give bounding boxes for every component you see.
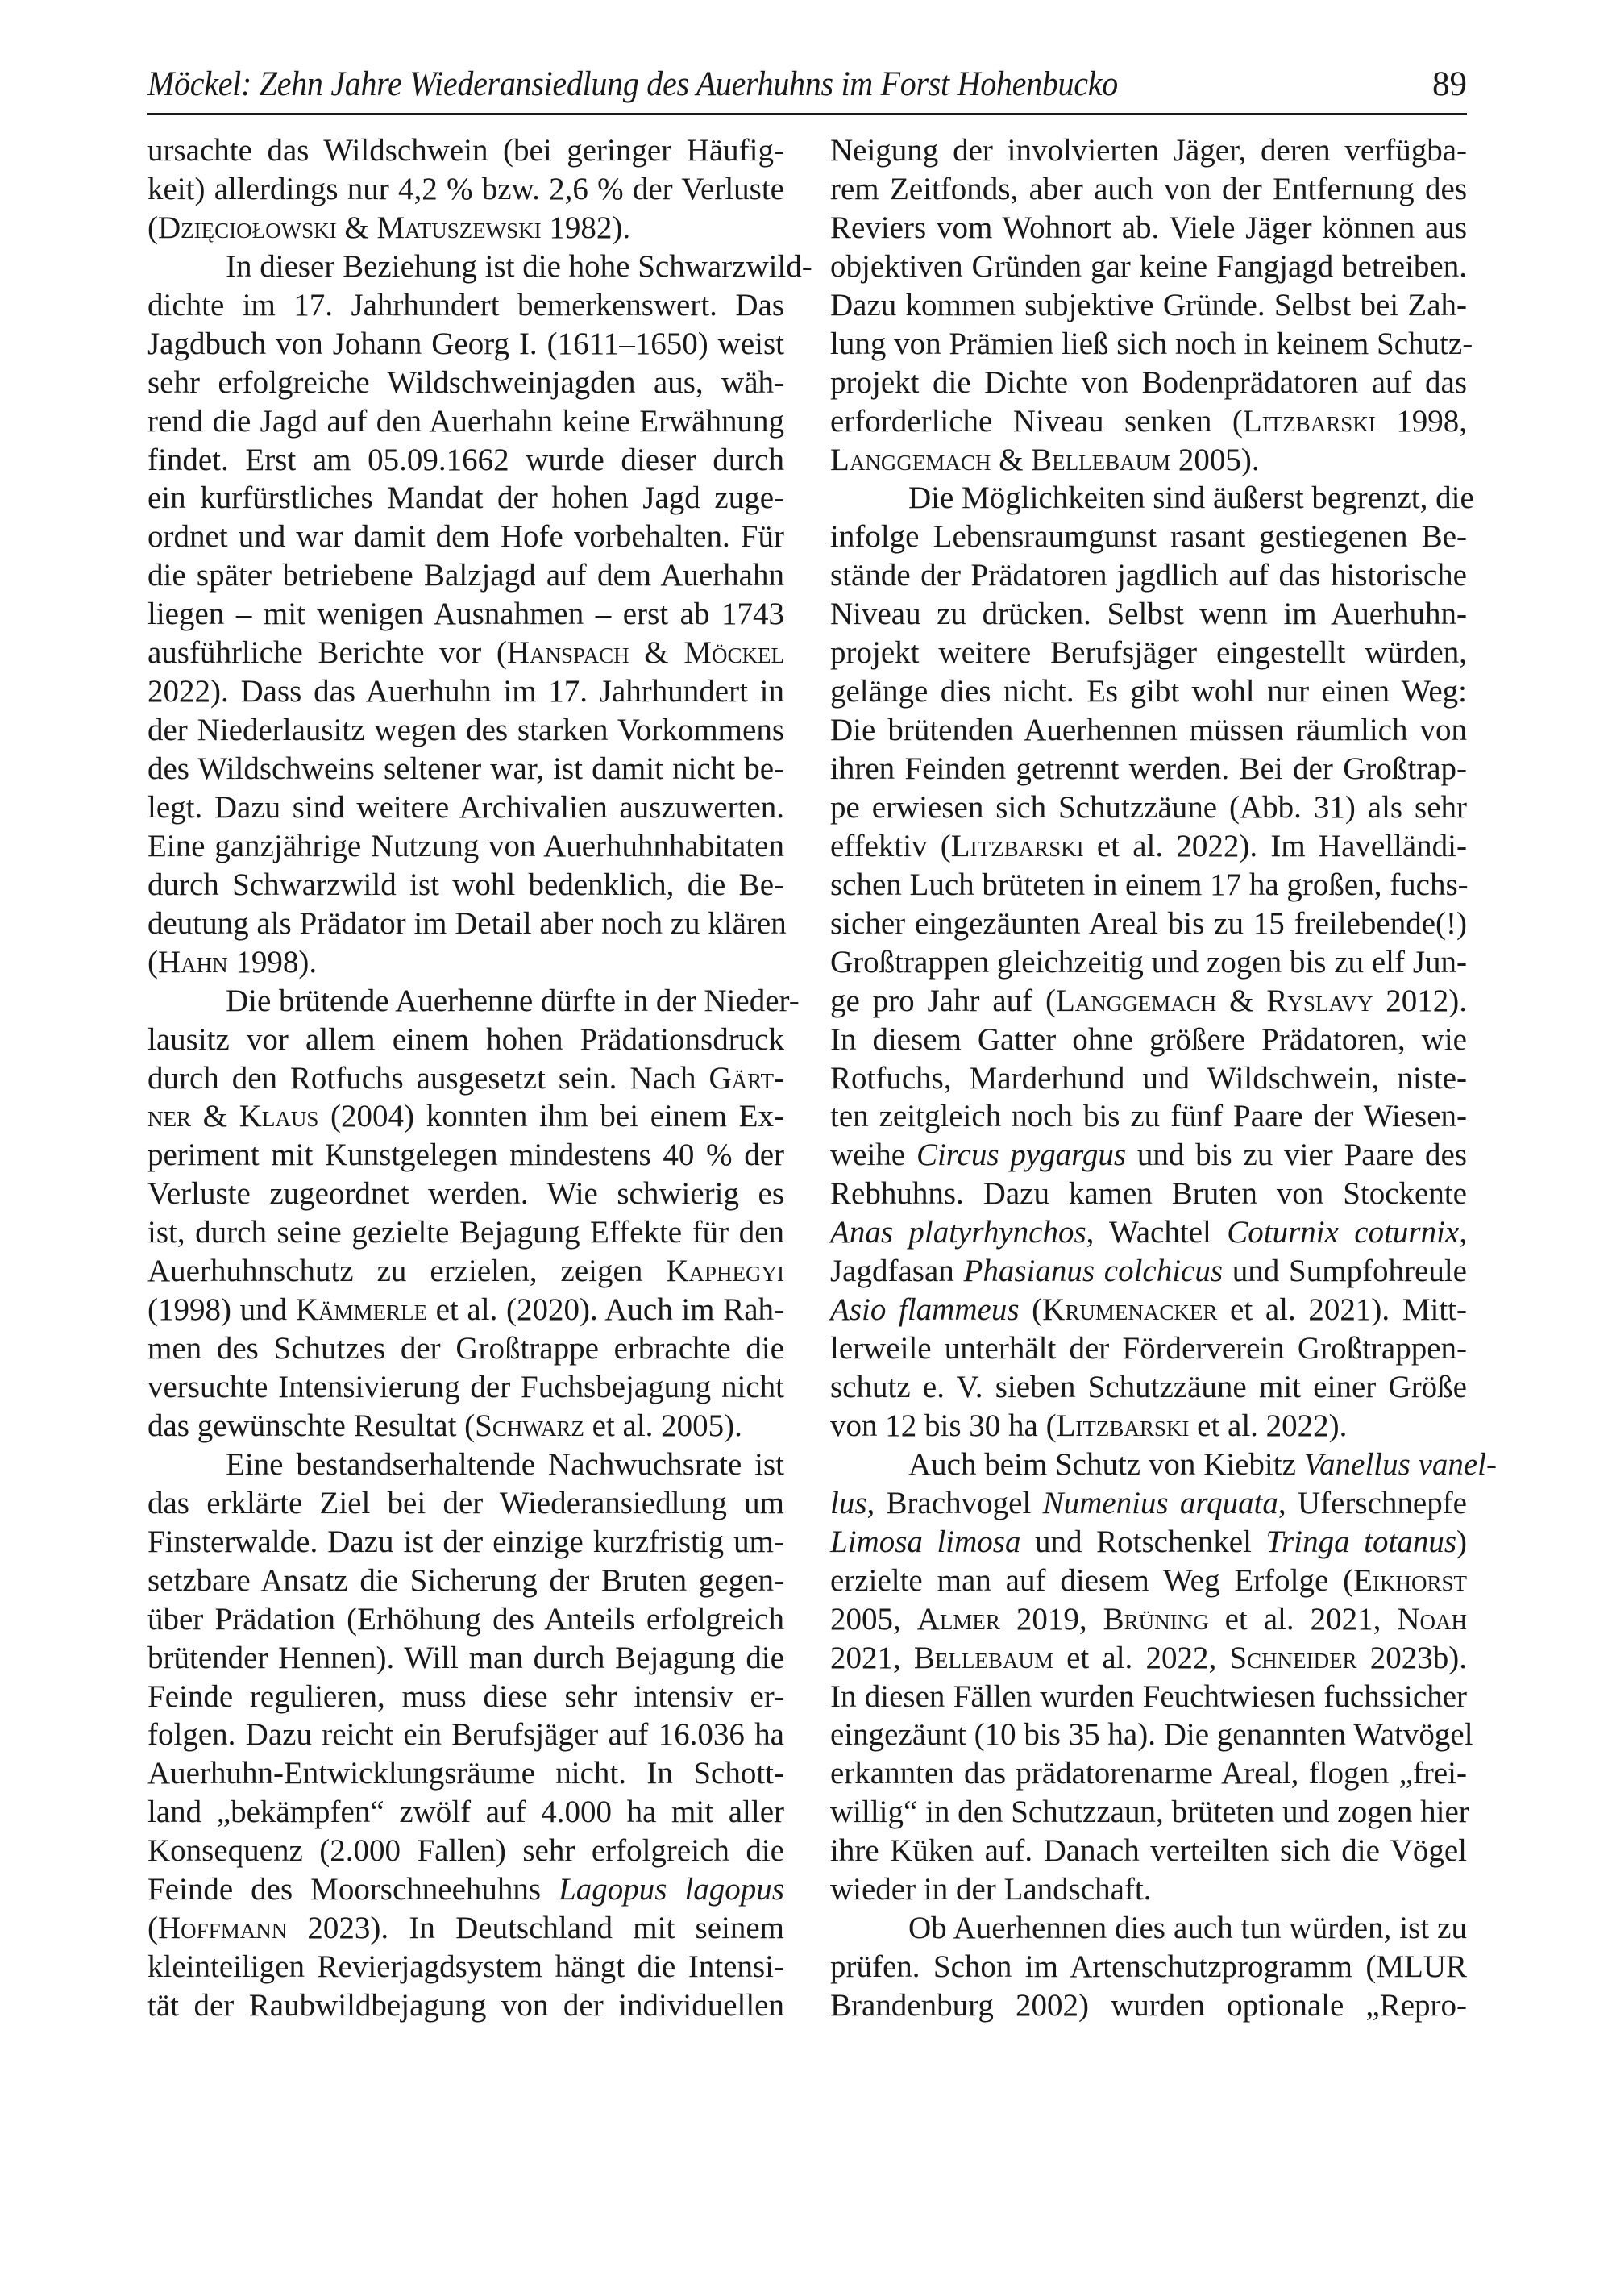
text-run: weihe	[830, 1138, 916, 1173]
text-line	[147, 247, 812, 286]
species-name: Circus pygargus	[916, 1138, 1127, 1173]
text-run: rem Zeitfonds, aber auch von der Entfernung des	[830, 171, 1467, 206]
author-citation: Matuszewski	[376, 210, 542, 245]
text-line	[147, 1948, 784, 1986]
text-run: Die Möglichkeiten sind äußerst begrenzt, die	[908, 480, 1474, 516]
right-column	[830, 131, 1498, 2025]
text-line	[830, 943, 1467, 982]
text-run: das erklärte Ziel bei der Wiederansiedlung um	[147, 1485, 784, 1520]
text-run: projekt weitere Berufsjäger eingestellt würden,	[830, 635, 1467, 671]
text-run: stände der Prädatoren jagdlich auf das historische	[830, 558, 1467, 593]
text-line	[147, 364, 784, 402]
text-line	[830, 1909, 1467, 1948]
species-name: Limosa limosa	[830, 1524, 1021, 1559]
text-run: 2019,	[999, 1601, 1103, 1637]
text-line	[147, 1678, 784, 1716]
species-name: Numenius arquata	[1042, 1485, 1278, 1520]
author-citation: Dzięciołowski	[158, 210, 337, 245]
text-line	[830, 1175, 1467, 1213]
text-line	[830, 325, 1473, 364]
text-run: (2004) konnten ihm bei einem Ex-	[318, 1099, 784, 1134]
text-run: Niveau zu drücken. Selbst wenn im Auerhuhn-	[830, 597, 1467, 632]
text-run: und Rotschenkel	[1020, 1524, 1266, 1559]
text-run: gelänge dies nicht. Es gibt wohl nur einen Weg:	[830, 674, 1467, 709]
text-run: pe erwiesen sich Schutzzäune (Abb. 31) als sehr	[830, 789, 1467, 825]
text-run: und Sumpfohreule	[1223, 1254, 1467, 1289]
text-line	[830, 1021, 1467, 1059]
text-line	[830, 364, 1467, 402]
text-run: eingezäunt (10 bis 35 ha). Die genannten Watvögel	[830, 1717, 1473, 1753]
text-line	[147, 325, 784, 364]
text-run: 1998,	[1375, 403, 1468, 439]
text-line	[830, 1639, 1467, 1678]
text-run: wieder in der Landschaft.	[830, 1872, 1152, 1907]
text-line	[147, 170, 784, 209]
header-rule	[147, 113, 1467, 115]
text-line	[830, 1754, 1467, 1793]
text-run: ihre Küken auf. Danach verteilten sich die Vögel	[830, 1833, 1467, 1869]
text-run: Auerhuhnschutz zu erzielen, zeigen	[147, 1254, 667, 1289]
text-line	[147, 1291, 784, 1329]
author-citation: Hahn	[158, 944, 228, 980]
author-citation: Litzbarski	[1056, 1408, 1190, 1443]
text-run: Eine bestandserhaltende Nachwuchsrate ist	[226, 1446, 784, 1482]
text-line	[830, 1213, 1467, 1252]
species-name: lus	[830, 1485, 867, 1520]
author-citation: Klaus	[239, 1099, 319, 1134]
text-run: liegen – mit wenigen Ausnahmen – erst ab 1743	[147, 597, 784, 632]
text-line	[147, 1639, 784, 1678]
text-run: das gewünschte Resultat (	[147, 1408, 476, 1443]
text-run: erzielte man auf diesem Weg Erfolge (	[830, 1562, 1354, 1598]
text-run: durch den Rotfuchs ausgesetzt sein. Nach	[147, 1060, 709, 1096]
text-run: men des Schutzes der Großtrappe erbrachte die	[147, 1331, 784, 1366]
text-line	[147, 905, 787, 943]
text-line	[147, 1793, 784, 1832]
text-run: Rotfuchs, Marderhund und Wildschwein, niste-	[830, 1060, 1467, 1096]
text-line	[830, 982, 1467, 1021]
text-run: kleinteiligen Revierjagdsystem hängt die Intensi-	[147, 1949, 784, 1985]
author-citation: Ryslavy	[1266, 983, 1373, 1018]
text-line	[147, 634, 784, 672]
text-line	[830, 1252, 1467, 1291]
author-citation: Langgemach	[830, 442, 991, 477]
text-line	[830, 170, 1467, 209]
text-line	[830, 1407, 1467, 1445]
text-line	[830, 905, 1467, 943]
left-column	[147, 131, 812, 2025]
text-run: ausführliche Berichte vor (	[147, 635, 507, 671]
species-name: Anas platyrhynchos	[830, 1215, 1086, 1250]
species-name: Asio flammeus	[830, 1292, 1020, 1328]
text-run: &	[191, 1099, 239, 1134]
text-run: (	[1019, 1292, 1043, 1328]
text-line	[147, 1600, 784, 1639]
text-run: schutz e. V. sieben Schutzzäune mit einer Größe	[830, 1370, 1467, 1404]
text-line	[147, 286, 784, 325]
text-line	[830, 1059, 1467, 1098]
text-run: et al. 2022,	[1053, 1640, 1230, 1675]
text-run: et al. 2021,	[1208, 1601, 1398, 1637]
text-line	[147, 1252, 784, 1291]
text-run: Großtrappen gleichzeitig und zogen bis zu elf Jun-	[830, 944, 1467, 980]
text-line	[830, 634, 1467, 672]
text-line	[147, 827, 784, 866]
species-name: Vanellus vanel-	[1303, 1446, 1498, 1482]
species-name: Phasianus colchicus	[963, 1254, 1224, 1289]
text-line	[147, 1213, 784, 1252]
text-line	[830, 402, 1467, 441]
text-line	[147, 1136, 784, 1175]
text-run: objektiven Gründen gar keine Fangjagd betreiben.	[830, 248, 1467, 284]
text-line	[147, 711, 784, 750]
text-run: versuchte Intensivierung der Fuchsbejagung nicht	[147, 1370, 784, 1404]
text-run: 2005).	[1170, 442, 1260, 477]
text-run: et al. (2020). Auch im Rah-	[426, 1292, 784, 1328]
text-run: prüfen. Schon im Artenschutzprogramm (MLUR	[830, 1949, 1467, 1985]
author-citation: Litzbarski	[950, 828, 1084, 863]
author-citation: Bellebaum	[1031, 442, 1171, 477]
text-line	[830, 441, 1467, 480]
author-citation: Gärt-	[708, 1060, 784, 1096]
text-run: Feinde regulieren, muss diese sehr intensiv er-	[147, 1678, 784, 1714]
text-line	[830, 788, 1467, 827]
text-run: ten zeitgleich noch bis zu fünf Paare der Wiesen-	[830, 1099, 1467, 1134]
text-line	[147, 866, 784, 905]
text-line	[147, 1523, 784, 1562]
text-run: ursachte das Wildschwein (bei geringer Häufig-	[147, 133, 784, 168]
text-line	[147, 1097, 784, 1136]
text-run: 2005,	[830, 1601, 917, 1637]
text-line	[830, 1329, 1467, 1368]
text-line	[147, 672, 784, 711]
text-line	[147, 1021, 784, 1059]
text-run: ge pro Jahr auf (	[830, 983, 1056, 1018]
text-line	[147, 595, 784, 634]
text-run: sehr erfolgreiche Wildschweinjagden aus, wäh-	[147, 364, 784, 400]
text-line	[147, 1832, 784, 1870]
text-line	[147, 479, 784, 518]
text-run: 2023b).	[1356, 1640, 1467, 1675]
author-citation: Hoffmann	[158, 1911, 288, 1946]
text-run: Eine ganzjährige Nutzung von Auerhuhnhabitaten	[147, 828, 784, 863]
text-run: sicher eingezäunten Areal bis zu 15 freilebende(!)	[830, 905, 1467, 941]
text-run: tät der Raubwildbejagung von der individuellen	[147, 1988, 784, 2023]
text-line	[830, 1484, 1467, 1523]
text-run: &	[1216, 983, 1267, 1018]
text-line	[830, 1600, 1467, 1639]
text-run: durch Schwarzwild ist wohl bedenklich, die Be-	[147, 867, 784, 902]
text-line	[147, 1484, 784, 1523]
text-line	[830, 286, 1467, 325]
text-line	[147, 943, 784, 982]
text-run: periment mit Kunstgelegen mindestens 40 % der	[147, 1138, 784, 1173]
text-run: folgen. Dazu reicht ein Berufsjäger auf 16.036 ha	[147, 1717, 784, 1753]
text-run: Die brütenden Auerhennen müssen räumlich von	[830, 713, 1467, 748]
text-run: Jagdbuch von Johann Georg I. (1611–1650) weist	[147, 326, 784, 361]
text-run: rend die Jagd auf den Auerhahn keine Erwähnung	[147, 403, 784, 439]
author-citation: Litzbarski	[1242, 403, 1376, 439]
text-run: des Wildschweins seltener war, ist damit nicht be-	[147, 751, 784, 786]
text-run: 2012).	[1373, 983, 1467, 1018]
text-run: 1982).	[541, 210, 631, 245]
text-line	[830, 1523, 1467, 1562]
text-run: 1998).	[227, 944, 318, 980]
author-citation: Eikhorst	[1353, 1562, 1467, 1598]
text-line	[147, 1329, 784, 1368]
text-run: Reviers vom Wohnort ab. Viele Jäger können aus	[830, 210, 1467, 245]
text-run: erkannten das prädatorenarme Areal, flogen „frei-	[830, 1756, 1467, 1791]
text-run: der Niederlausitz wegen des starken Vorkommens	[147, 713, 784, 748]
text-run: findet. Erst am 05.09.1662 wurde dieser durch	[147, 442, 784, 477]
text-run: infolge Lebensraumgunst rasant gestiegenen Be-	[830, 519, 1467, 555]
text-run: Jagdfasan	[830, 1254, 964, 1289]
text-run: von 12 bis 30 ha (	[830, 1408, 1057, 1443]
text-run: (1998) und	[147, 1292, 296, 1328]
text-line	[830, 209, 1467, 247]
text-run: Die brütende Auerhenne dürfte in der Nieder-	[226, 983, 800, 1018]
text-run: dichte im 17. Jahrhundert bemerkenswert. Das	[147, 287, 784, 322]
author-citation: Brüning	[1103, 1601, 1209, 1637]
text-run: keit) allerdings nur 4,2 % bzw. 2,6 % der Verluste	[147, 171, 784, 206]
text-run: ordnet und war damit dem Hofe vorbehalten. Für	[147, 519, 784, 555]
text-run: , Uferschnepfe	[1278, 1485, 1467, 1520]
text-run: 2022). Dass das Auerhuhn im 17. Jahrhundert in	[147, 674, 784, 709]
text-line	[147, 1986, 784, 2025]
text-run: , Wachtel	[1086, 1215, 1228, 1250]
text-run: Ob Auerhennen dies auch tun würden, ist zu	[908, 1911, 1467, 1946]
page-number: 89	[1432, 65, 1467, 103]
text-run: Neigung der involvierten Jäger, deren verfügba-	[830, 133, 1467, 168]
text-line	[830, 1832, 1467, 1870]
text-run: Dazu kommen subjektive Gründe. Selbst bei Zah-	[830, 287, 1467, 322]
author-citation: Bellebaum	[913, 1640, 1053, 1675]
text-run: willig“ in den Schutzzaun, brüteten und zogen hier	[830, 1795, 1469, 1830]
text-line	[830, 518, 1467, 556]
text-run: (	[147, 944, 158, 980]
text-line	[830, 672, 1467, 711]
text-run: In dieser Beziehung ist die hohe Schwarzwild-	[226, 248, 812, 284]
text-run: land „bekämpfen“ zwölf auf 4.000 ha mit aller	[147, 1795, 784, 1830]
text-line	[147, 982, 800, 1021]
text-line	[830, 1678, 1467, 1716]
text-run: et al. 2022).	[1189, 1408, 1348, 1443]
text-run: In diesen Fällen wurden Feuchtwiesen fuchssicher	[830, 1678, 1467, 1714]
text-run: &	[991, 442, 1032, 477]
text-line	[830, 1870, 1467, 1909]
text-line	[147, 1909, 784, 1948]
text-run: et al. 2021). Mitt-	[1217, 1292, 1467, 1328]
text-run: lung von Prämien ließ sich noch in keinem Schutz-	[830, 326, 1473, 361]
text-run: brütender Hennen). Will man durch Bejagung die	[147, 1640, 784, 1675]
text-line	[147, 750, 784, 788]
text-line	[147, 1562, 784, 1600]
text-run: ihren Feinden getrennt werden. Bei der Großtrap-	[830, 751, 1467, 786]
text-line	[147, 788, 784, 827]
author-citation: Kämmerle	[295, 1292, 427, 1328]
author-citation: Kaphegyi	[666, 1254, 784, 1289]
author-citation: Schneider	[1229, 1640, 1357, 1675]
text-run: ist, durch seine gezielte Bejagung Effekte für den	[147, 1215, 784, 1250]
author-citation: Langgemach	[1055, 983, 1217, 1018]
text-run: setzbare Ansatz die Sicherung der Bruten gegen-	[147, 1562, 784, 1598]
text-line	[830, 1716, 1473, 1754]
text-run: die später betriebene Balzjagd auf dem Auerhahn	[147, 558, 784, 593]
text-line	[830, 1097, 1467, 1136]
author-citation: ner	[147, 1099, 191, 1134]
text-run: lerweile unterhält der Förderverein Großtrappen-	[830, 1331, 1467, 1366]
text-run: und bis zu vier Paare des	[1126, 1138, 1467, 1173]
text-line	[830, 1368, 1467, 1407]
author-citation: Krumenacker	[1042, 1292, 1218, 1328]
text-line	[147, 1445, 784, 1484]
text-run: In diesem Gatter ohne größere Prädatoren, wie	[830, 1021, 1467, 1057]
text-run: Konsequenz (2.000 Fallen) sehr erfolgreich die	[147, 1833, 784, 1869]
text-line	[830, 1445, 1498, 1484]
author-citation: Almer	[916, 1601, 1000, 1637]
text-line	[830, 1948, 1467, 1986]
running-title: Möckel: Zehn Jahre Wiederansiedlung des Auerhuhns im Forst Hohenbucko	[147, 65, 1118, 103]
text-line	[147, 1754, 784, 1793]
text-run: , Brachvogel	[866, 1485, 1043, 1520]
text-run: Auerhuhn-Entwicklungsräume nicht. In Schott-	[147, 1756, 784, 1791]
text-line	[147, 1175, 784, 1213]
text-run: über Prädation (Erhöhung des Anteils erfolgreich	[147, 1601, 784, 1637]
text-line	[830, 479, 1474, 518]
text-run: schen Luch brüteten in einem 17 ha großen, fuchs-	[830, 867, 1469, 902]
text-line	[147, 1059, 784, 1098]
text-run: 2021,	[830, 1640, 914, 1675]
text-run: Auch beim Schutz von Kiebitz	[908, 1446, 1304, 1482]
text-run: (	[147, 210, 158, 245]
text-line	[147, 1368, 784, 1407]
text-run: 2023). In Deutschland mit seinem	[287, 1911, 784, 1946]
text-line	[147, 1716, 784, 1754]
text-line	[147, 441, 784, 480]
author-citation: Hanspach	[506, 635, 629, 671]
text-line	[147, 518, 784, 556]
text-line	[830, 711, 1467, 750]
author-citation: Schwarz	[475, 1408, 584, 1443]
text-line	[147, 209, 784, 247]
text-line	[147, 1407, 784, 1445]
text-run: )	[1456, 1524, 1467, 1559]
author-citation: Noah	[1397, 1601, 1468, 1637]
text-line	[830, 595, 1467, 634]
text-run: Brandenburg 2002) wurden optionale „Repro-	[830, 1988, 1467, 2023]
text-line	[830, 1136, 1467, 1175]
text-run: &	[336, 210, 377, 245]
text-run: ein kurfürstliches Mandat der hohen Jagd zuge-	[147, 480, 784, 516]
text-run: legt. Dazu sind weitere Archivalien auszuwerten.	[147, 789, 784, 825]
species-name: Lagopus lagopus	[559, 1872, 784, 1907]
running-header	[147, 58, 1467, 114]
text-run: erforderliche Niveau senken (	[830, 403, 1243, 439]
author-citation: Möckel	[683, 635, 784, 671]
species-name: Tringa totanus	[1265, 1524, 1456, 1559]
text-run: (	[147, 1911, 158, 1946]
text-run: et al. 2005).	[584, 1408, 742, 1443]
text-line	[830, 556, 1467, 595]
text-run: Finsterwalde. Dazu ist der einzige kurzfristig um-	[147, 1524, 784, 1559]
text-line	[830, 1793, 1467, 1832]
text-run: lausitz vor allem einem hohen Prädationsdruck	[147, 1021, 784, 1057]
text-run: projekt die Dichte von Bodenprädatoren auf das	[830, 364, 1467, 400]
text-run: Rebhuhns. Dazu kamen Bruten von Stockente	[830, 1176, 1467, 1212]
text-run: Verluste zugeordnet werden. Wie schwierig es	[147, 1176, 784, 1212]
text-line	[830, 131, 1467, 170]
text-line	[830, 750, 1467, 788]
text-line	[147, 402, 784, 441]
text-line	[830, 1291, 1467, 1329]
text-run: Feinde des Moorschneehuhns	[147, 1872, 559, 1907]
text-line	[830, 247, 1467, 286]
text-line	[147, 131, 784, 170]
text-run: et al. 2022). Im Havelländi-	[1083, 828, 1467, 863]
text-run: deutung als Prädator im Detail aber noch zu klären	[147, 905, 787, 941]
text-line	[830, 1986, 1467, 2025]
species-name: Coturnix coturnix,	[1227, 1215, 1467, 1250]
text-line	[830, 1562, 1467, 1600]
text-line	[147, 556, 784, 595]
text-run: &	[629, 635, 684, 671]
text-line	[830, 866, 1467, 905]
text-run: effektiv (	[830, 828, 951, 863]
text-line	[830, 827, 1467, 866]
text-line	[147, 1870, 784, 1909]
